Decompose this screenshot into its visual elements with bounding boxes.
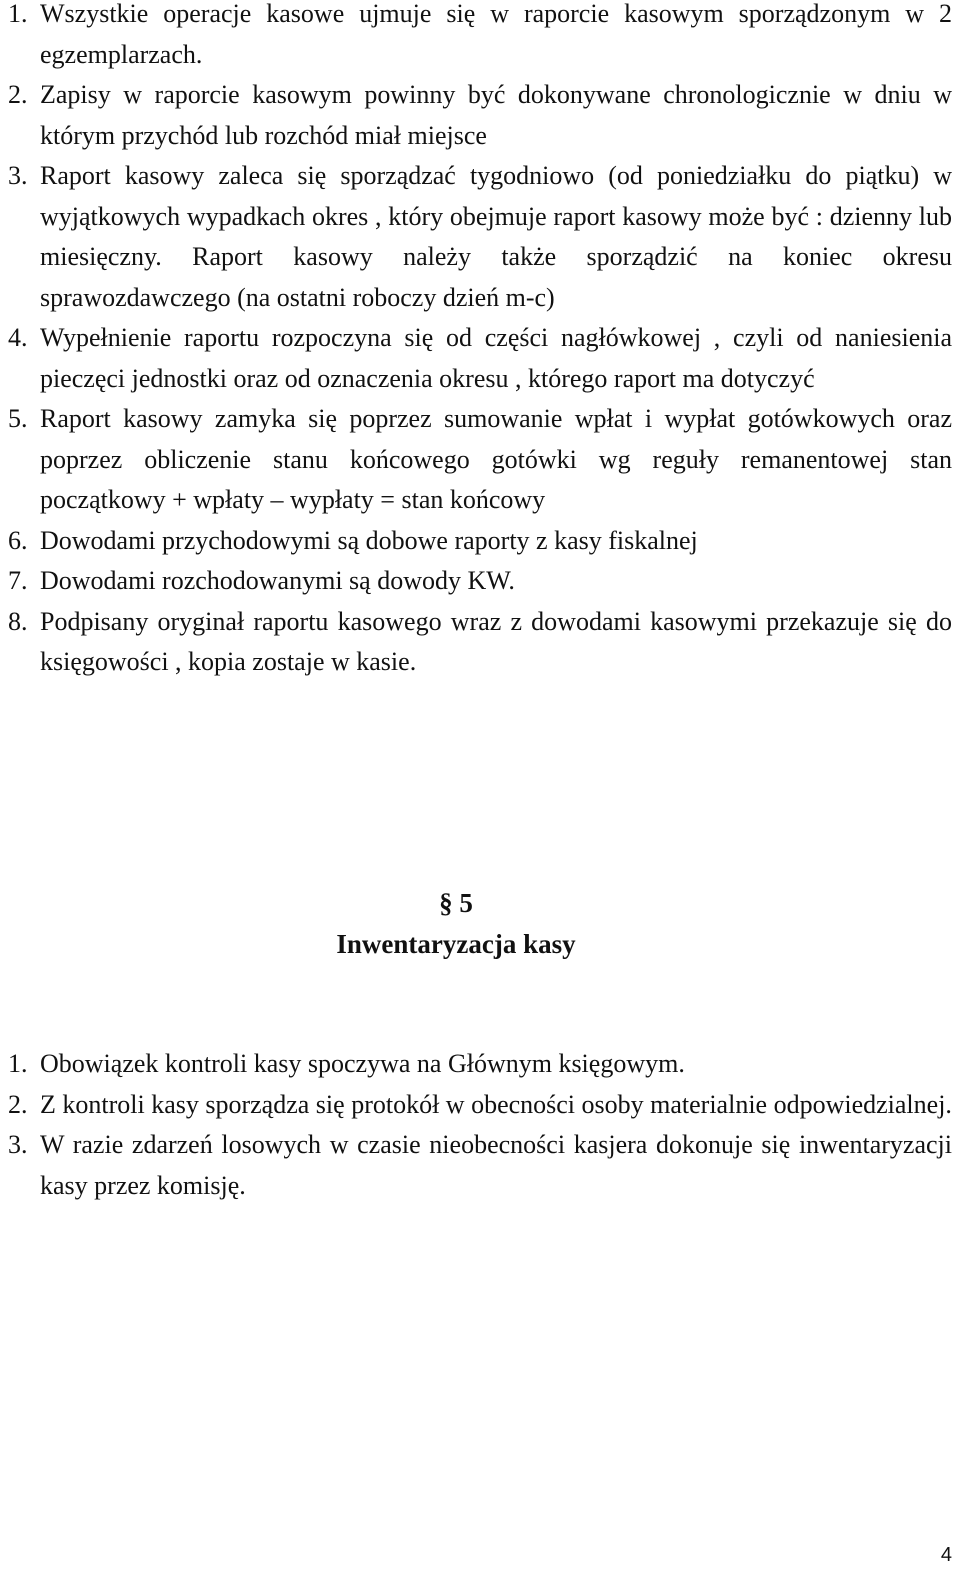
list-item-text: Podpisany oryginał raportu kasowego wraz z dowodami kasowymi przekazuje się do księgowości , kopia zostaje w kasie. [40,606,952,676]
list-item-number: 4. [8,323,28,352]
page-number: 4 [940,1544,952,1566]
list-item-number: 3. [8,1130,28,1159]
list-item-text: Z kontroli kasy sporządza się protokół w obecności osoby materialnie odpowiedzialnej. [40,1089,952,1119]
list-item-number: 2. [8,80,28,109]
list-item-text: Dowodami przychodowymi są dobowe raporty z kasy fiskalnej [40,525,698,555]
list-item-number: 3. [8,161,28,190]
list-item [8,1085,952,1126]
list-item [8,1044,952,1085]
list-item-number: 5. [8,404,28,433]
list-item-text: Dowodami rozchodowanymi są dowody KW. [40,566,515,595]
list-item-number: 6. [8,525,28,555]
list-item-text: Obowiązek kontroli kasy spoczywa na Głównym księgowym. [40,1049,685,1078]
list-item-text: Wszystkie operacje kasowe ujmuje się w raporcie kasowym sporządzonym w 2 egzemplarzach. [40,0,952,69]
section-symbol: § 5 [439,888,473,918]
list-item-number: 1. [8,1049,28,1078]
list-item [8,602,952,683]
list-item-text: W razie zdarzeń losowych w czasie nieobecności kasjera dokonuje się inwentaryzacji kasy przez komisję. [40,1130,952,1200]
cash-inventory-rules-list [8,1044,952,1206]
list-item [8,1125,952,1206]
list-item-text: Wypełnienie raportu rozpoczyna się od części nagłówkowej , czyli od naniesienia pieczęci jednostki oraz od oznaczenia okresu , którego raport ma dotyczyć [40,323,952,393]
list-item-number: 2. [8,1089,28,1119]
list-item-text: Raport kasowy zamyka się poprzez sumowanie wpłat i wypłat gotówkowych oraz poprzez obliczenie stanu końcowego gotówki wg reguły remanentowej stan początkowy + wpłaty – wypłaty = stan końcowy [40,404,952,514]
list-item-text: Raport kasowy zaleca się sporządzać tygodniowo (od poniedziałku do piątku) w wyjątkowych wypadkach okres , który obejmuje raport kasowy może być : dzienny lub miesięczny. Raport kasowy należy także sporządzić na koniec okresu sprawozdawczego (na ostatni roboczy dzień m-c) [40,161,952,312]
list-item [8,561,952,602]
list-item-number: 7. [8,566,28,595]
list-item [8,156,952,318]
list-item [8,318,952,399]
list-item-number: 8. [8,606,28,636]
list-item [8,521,952,562]
list-item-text: Zapisy w raporcie kasowym powinny być dokonywane chronologicznie w dniu w którym przychód lub rozchód miał miejsce [40,80,952,150]
list-item [8,75,952,156]
cash-report-rules-list [8,0,952,683]
list-item [8,399,952,521]
section-title: Inwentaryzacja kasy [336,929,576,959]
list-item [8,0,952,75]
list-item-number: 1. [8,0,28,28]
